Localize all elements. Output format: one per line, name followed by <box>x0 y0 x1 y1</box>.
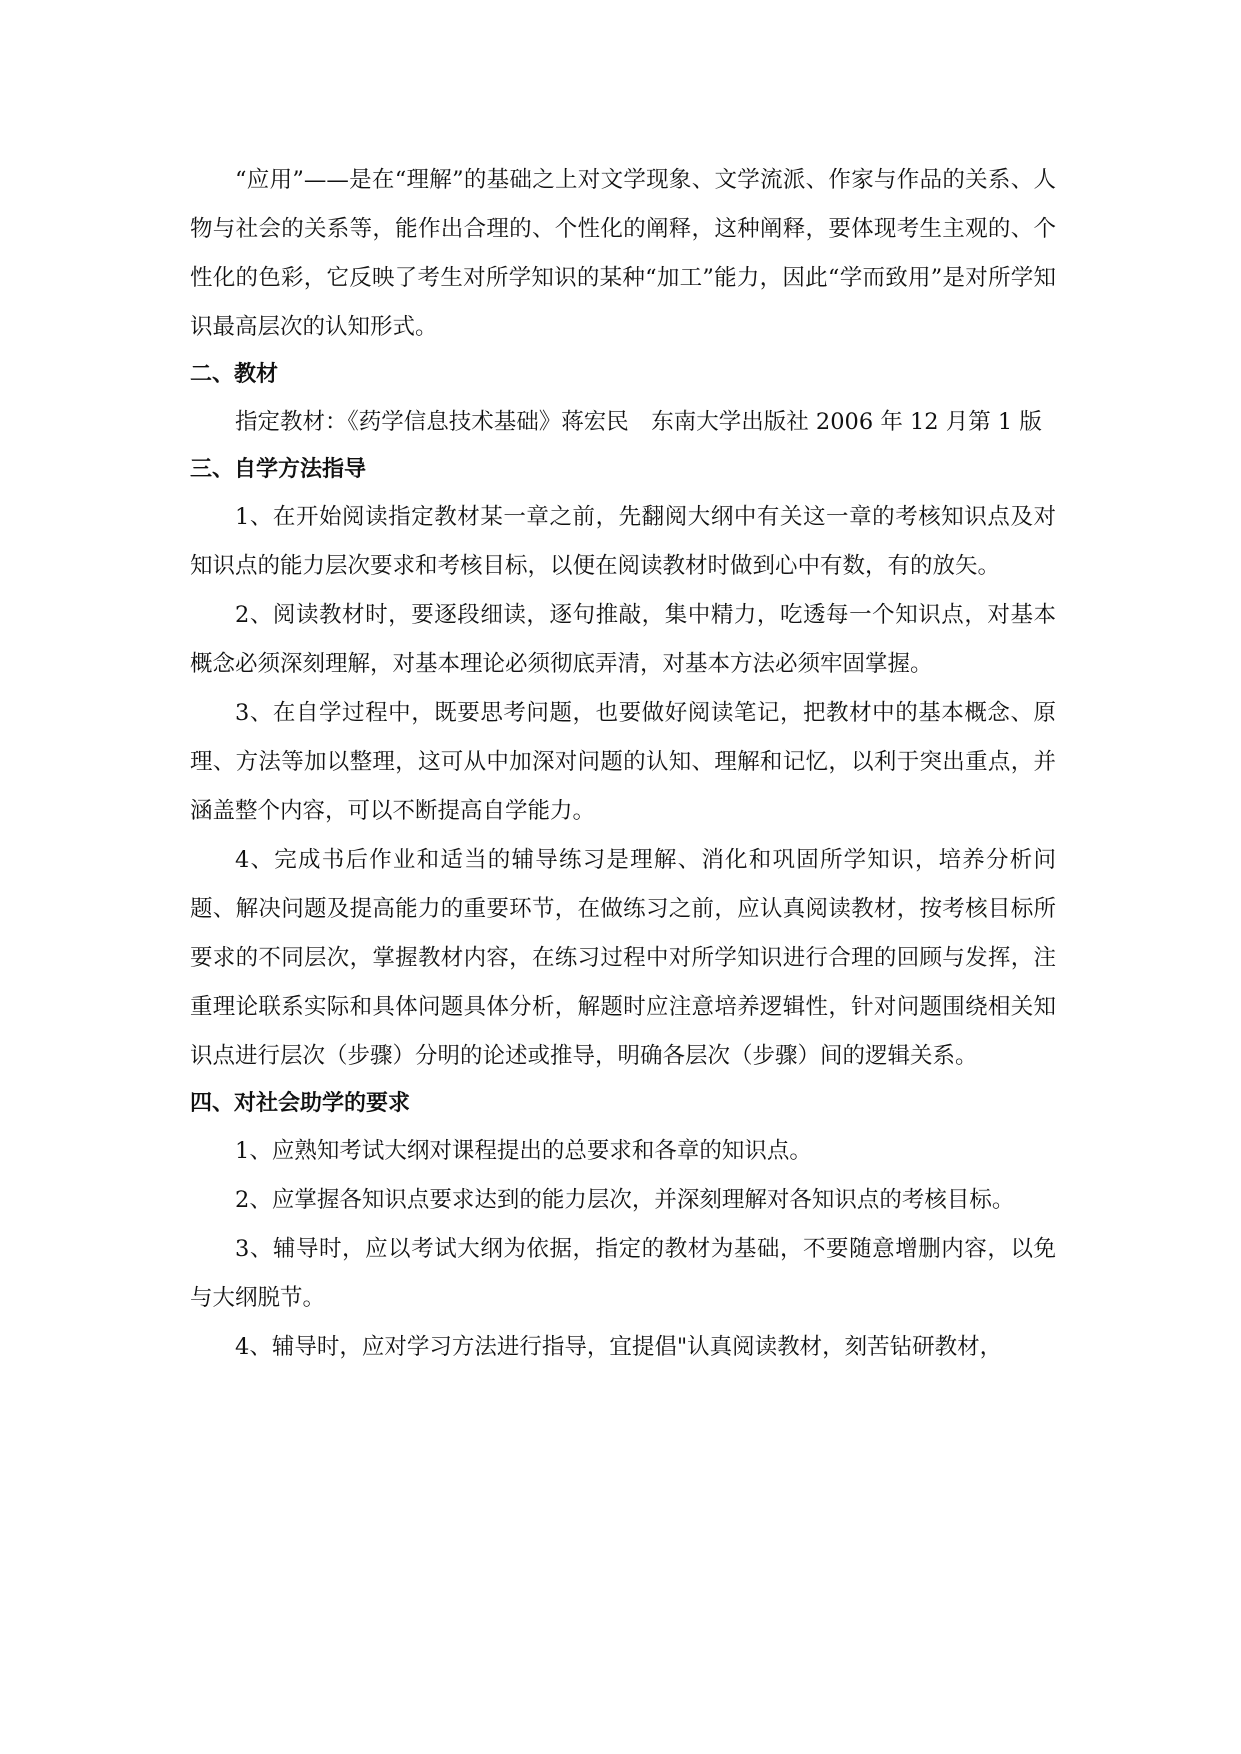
social-tutoring-item-4: 4、辅导时，应对学习方法进行指导，宜提倡"认真阅读教材，刻苦钻研教材， <box>235 1334 1003 1360</box>
social-tutoring-item-3: 3、辅导时，应以考试大纲为依据，指定的教材为基础，不要随意增删内容，以免与大纲脱节。 <box>190 1236 1056 1311</box>
section-heading-self-study: 三、自学方法指导 <box>190 457 367 482</box>
self-study-item-2: 2、阅读教材时，要逐段细读，逐句推敲，集中精力，吃透每一个知识点，对基本概念必须深刻理解，对基本理论必须彻底弄清，对基本方法必须牢固掌握。 <box>190 602 1056 677</box>
section-heading-textbook: 二、教材 <box>190 362 279 387</box>
intro-paragraph: “应用”——是在“理解”的基础之上对文学现象、文学流派、作家与作品的关系、人物与社会的关系等，能作出合理的、个性化的阐释，这种阐释，要体现考生主观的、个性化的色彩，它反映了考生对所学知识的某种“加工”能力，因此“学而致用”是对所学知识最高层次的认知形式。 <box>190 167 1056 340</box>
self-study-item-1: 1、在开始阅读指定教材某一章之前，先翻阅大纲中有关这一章的考核知识点及对知识点的能力层次要求和考核目标，以便在阅读教材时做到心中有数，有的放矢。 <box>190 504 1056 579</box>
section-heading-social-tutoring: 四、对社会助学的要求 <box>190 1091 411 1116</box>
self-study-item-4: 4、完成书后作业和适当的辅导练习是理解、消化和巩固所学知识，培养分析问题、解决问题及提高能力的重要环节，在做练习之前，应认真阅读教材，按考核目标所要求的不同层次，掌握教材内容，在练习过程中对所学知识进行合理的回顾与发挥，注重理论联系实际和具体问题具体分析，解题时应注意培养逻辑性，针对问题围绕相关知识点进行层次（步骤）分明的论述或推导，明确各层次（步骤）间的逻辑关系。 <box>190 847 1056 1069</box>
self-study-item-3: 3、在自学过程中，既要思考问题，也要做好阅读笔记，把教材中的基本概念、原理、方法等加以整理，这可从中加深对问题的认知、理解和记忆，以利于突出重点，并涵盖整个内容，可以不断提高自学能力。 <box>190 700 1056 824</box>
social-tutoring-item-2: 2、应掌握各知识点要求达到的能力层次，并深刻理解对各知识点的考核目标。 <box>235 1187 1015 1213</box>
textbook-paragraph: 指定教材：《药学信息技术基础》蒋宏民 东南大学出版社 2006 年 12 月第 1 版 <box>235 409 1042 435</box>
document-page <box>190 156 1056 1372</box>
social-tutoring-item-1: 1、应熟知考试大纲对课程提出的总要求和各章的知识点。 <box>235 1138 812 1164</box>
